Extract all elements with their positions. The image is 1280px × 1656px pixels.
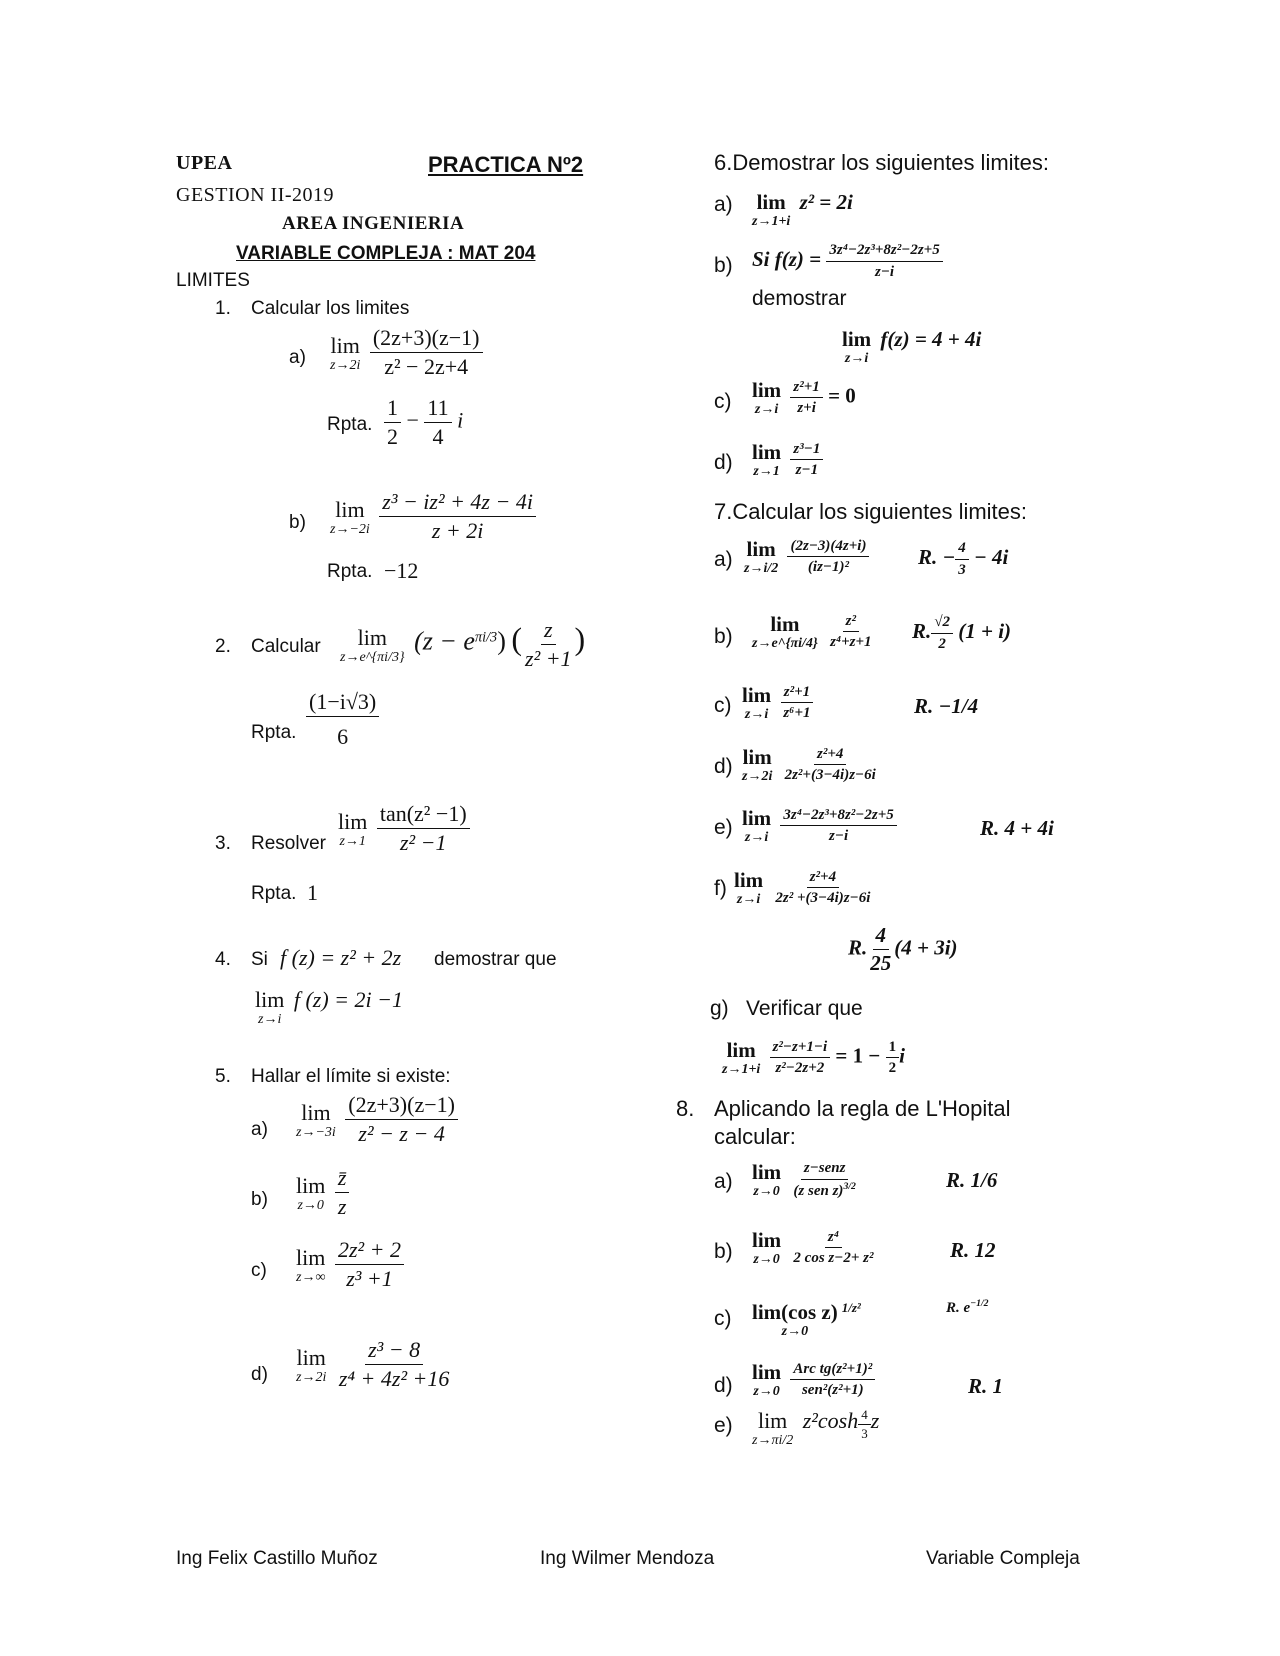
course: VARIABLE COMPLEJA : MAT 204 [236,243,536,264]
problem-7b-label: b) [714,625,733,648]
problem-1a-answer: $\frac{1}{2}$ − $\frac{11}{4}$ i [384,396,463,449]
problem-5-number: 5. [215,1066,231,1087]
problem-8e-label: e) [714,1414,733,1437]
problem-7c-answer: R. −1/4 [914,694,979,718]
problem-7c-expression: lim z→i $\frac{\text{z²+1}}{\text{z⁶+1}}$ [742,683,814,722]
problem-3-answer: 1 [307,880,318,905]
problem-3-text: Resolver [251,833,326,854]
problem-4-text: demostrar que [434,949,557,970]
problem-6-title: 6.Demostrar los siguientes limites: [714,150,1050,175]
problem-7f-label: f) [714,877,727,900]
problem-7b-expression: lim z→e^{πi/4} $\frac{\text{z²}}{\text{z⁴+z+1}}$ [752,612,872,651]
problem-7g-expression: lim z→1+i $\frac{\text{z²−z+1−i}}{\text{z²−2z+2}}$ = 1 − $\frac{1}{2}$ i [722,1038,905,1077]
problem-4-function: f (z) = z² + 2z [280,945,402,970]
area: AREA INGENIERIA [282,213,465,234]
problem-8b-label: b) [714,1240,733,1263]
problem-5c-expression: lim z→∞ $\frac{\text{2z² + 2}}{\text{z³ +1}}$ [296,1238,404,1291]
problem-4-expression: lim z→i f (z) = 2i −1 [255,987,403,1027]
problem-7f-answer: R. $\frac{4}{25}$ (4 + 3i) [848,923,958,976]
problem-5c-label: c) [251,1260,267,1281]
problem-6c-label: c) [714,390,732,413]
problem-1a-rpta: Rpta. [327,414,373,435]
problem-2-text: Calcular [251,636,321,657]
problem-8-title-2: calcular: [714,1124,796,1149]
problem-6a-label: a) [714,193,733,216]
problem-7a-expression: lim z→i/2 $\frac{(2z-3)(4z+i)}{\text{(iz−1)²}}$ [744,537,869,576]
problem-7a-answer: R. − $\frac{4}{3}$ − 4i [918,540,1009,578]
problem-7e-answer: R. 4 + 4i [980,816,1054,840]
problem-2-answer: $\frac{(1-i√3)}{6}$ [306,690,379,749]
problem-8d-expression: lim z→0 $\frac{\text{Arc tg(z²+1)²}}{\text{sen²(z²+1)}}$ [752,1360,875,1399]
problem-6b-label: b) [714,254,733,277]
problem-5b-expression: lim z→0 $\frac{z̄}{z}$ [296,1166,349,1219]
problem-8a-expression: lim z→0 $\frac{\text{z−senz}}{(z sen z)^{3/2}}$ [752,1160,856,1199]
problem-7g-text: Verificar que [746,997,863,1020]
practice-title: PRACTICA Nº2 [428,152,584,177]
problem-8c-expression: lim(cos z) z→0 $^{1/z^2}$ [752,1300,861,1339]
problem-7d-label: d) [714,755,733,778]
problem-1a-expression: lim z→2i $\frac{(2z+3)(z-1)}{\text{z² − 2z+4}}$ [330,326,483,379]
problem-6d-label: d) [714,451,733,474]
problem-3-rpta: Rpta. [251,883,297,904]
problem-7b-answer: R. $\frac{√2}{2}$ (1 + i) [912,614,1012,652]
problem-1-text: Calcular los limites [251,298,410,319]
problem-3-expression: lim z→1 $\frac{\text{tan(z² −1)}}{\text{z² −1}}$ [338,802,470,855]
institution: UPEA [176,152,233,174]
problem-5d-expression: lim z→2i $\frac{\text{z³ − 8}}{\text{z⁴ + 4z² +16}}$ [296,1337,450,1392]
problem-5-text: Hallar el límite si existe: [251,1066,451,1087]
problem-7g-label: g) [710,997,729,1020]
problem-5d-label: d) [251,1364,268,1385]
problem-8d-label: d) [714,1374,733,1397]
problem-4-number: 4. [215,949,231,970]
problem-1-number: 1. [215,298,231,319]
footer-center: Ing Wilmer Mendoza [540,1548,715,1569]
problem-5a-expression: lim z→−3i $\frac{(2z+3)(z-1)}{\text{z² − z − 4}}$ [296,1093,458,1146]
problem-1b-expression: lim z→−2i $\frac{\text{z³ − iz² + 4z − 4i}}{z + 2i}$ [330,490,536,543]
problem-8c-answer: R. $e^{-1/2}$ [946,1298,989,1316]
problem-2-expression: lim z→e^{πi/3} $(z - e^{\pi i/3})$ ( $\frac{z}{\text{z² +1}}$ ) [340,617,586,672]
problem-8d-answer: R. 1 [968,1374,1004,1398]
problem-7c-label: c) [714,694,732,717]
problem-6b-limit: lim z→i f(z) = 4 + 4i [842,327,982,366]
problem-7f-expression: lim z→i $\frac{\text{z²+4}}{\text{2z² +(3−4i)z−6i}}$ [734,868,871,907]
gestion: GESTION II-2019 [176,184,335,206]
problem-1b-rpta: Rpta. [327,561,373,582]
problem-8-title: Aplicando la regla de L'Hopital [714,1096,1011,1121]
problem-2-rpta: Rpta. [251,722,297,743]
footer-right: Variable Compleja [926,1548,1080,1569]
problem-8a-answer: R. 1/6 [946,1168,998,1192]
problem-8b-answer: R. 12 [950,1238,996,1262]
problem-4-si: Si [251,949,268,970]
problem-7e-expression: lim z→i $\frac{\text{3z⁴−2z³+8z²−2z+5}}{z-i}$ [742,806,897,845]
problem-1b-answer: −12 [384,558,419,583]
problem-7e-label: e) [714,816,733,839]
topic: LIMITES [176,270,250,291]
problem-6c-expression: lim z→i $\frac{\text{z²+1}}{z+i}$ = 0 [752,378,856,417]
problem-7d-expression: lim z→2i $\frac{\text{z²+4}}{\text{2z²+(3−4i)z−6i}}$ [742,745,876,784]
problem-6b-text: demostrar [752,287,847,310]
problem-8-number: 8. [676,1096,695,1121]
problem-8c-label: c) [714,1307,732,1330]
problem-8a-label: a) [714,1170,733,1193]
problem-7-title: 7.Calcular los siguientes limites: [714,499,1028,524]
problem-2-number: 2. [215,636,231,657]
problem-5b-label: b) [251,1189,268,1210]
problem-8e-expression: lim z→πi/2 z²cosh $\frac{4}{3}$ z [752,1407,880,1448]
problem-6d-expression: lim z→1 $\frac{\text{z³−1}}{z-1}$ [752,440,823,479]
problem-1a-label: a) [289,347,306,368]
problem-8b-expression: lim z→0 $\frac{\text{z⁴}}{\text{2 cos z−2+ z²}}$ [752,1228,874,1267]
problem-7a-label: a) [714,548,733,571]
problem-6a-expression: lim z→1+i z² = 2i [752,190,853,229]
problem-3-number: 3. [215,833,231,854]
problem-6b-expression: Si f(z) = $\frac{\text{3z⁴−2z³+8z²−2z+5}}{z-i}$ [752,242,943,280]
problem-5a-label: a) [251,1119,268,1140]
footer-left: Ing Felix Castillo Muñoz [176,1548,378,1569]
problem-1b-label: b) [289,512,306,533]
